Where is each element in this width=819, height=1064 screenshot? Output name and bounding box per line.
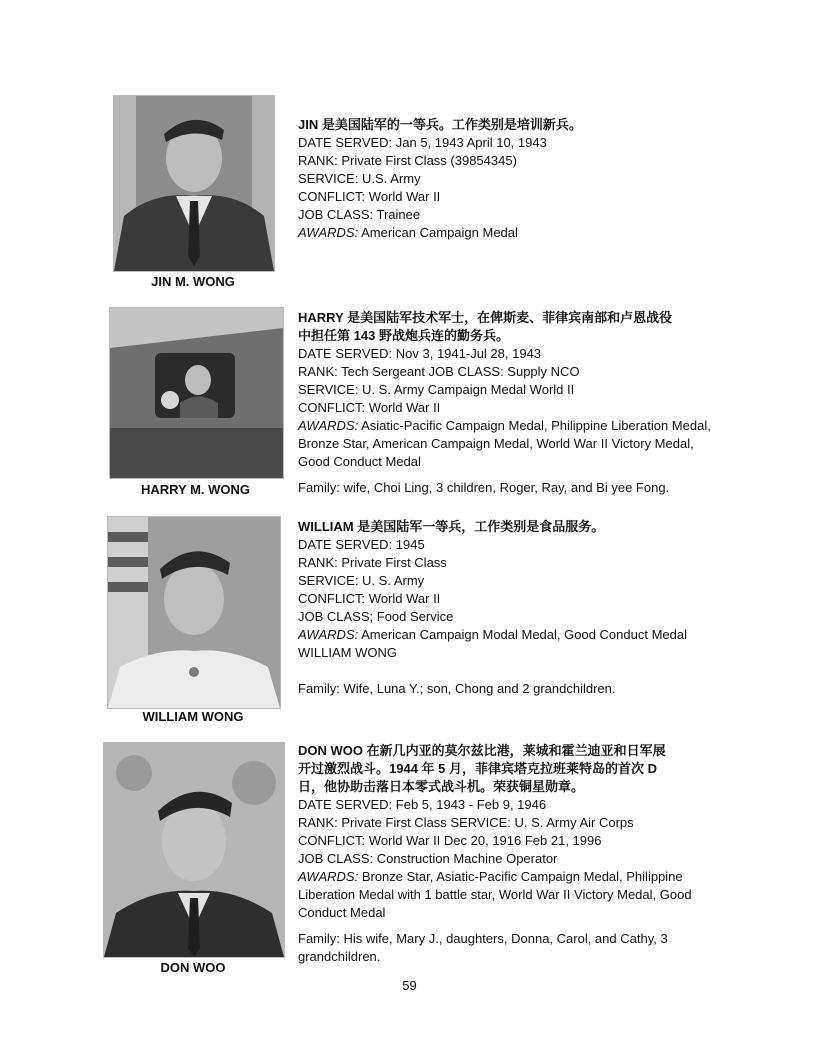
entry-chinese-summary: 是美国陆军的一等兵。工作类别是培训新兵。 [318,117,582,132]
entry-harry-wong [298,309,728,497]
entry-name: DON WOO [298,743,363,758]
photo-william-wong [107,516,281,709]
service: SERVICE: U.S. Army [298,171,421,186]
awards-text: American Campaign Medal [358,225,518,240]
entry-chinese-summary-2b: 1944 [389,761,418,776]
awards [298,868,728,922]
entry-chinese-summary: 是美国陆军一等兵，工作类别是食品服务。 [353,519,605,534]
caption-william-wong: WILLIAM WONG [142,709,244,724]
conflict: CONFLICT: World War II [298,591,441,606]
photo-harry-wong [109,307,284,479]
entry-jin-wong [298,116,728,242]
job-class: JOB CLASS; Food Service [298,609,454,624]
entry-chinese-summary-1: 在新几内亚的莫尔兹比港，莱城和霍兰迪亚和日军展 [363,743,666,758]
awards [298,224,728,242]
entry-chinese-summary-2f: D [647,761,658,776]
spacer [298,662,728,680]
name-line: WILLIAM WONG [298,645,397,660]
entry-chinese-summary-1: 是美国陆军技术军士，在俾斯麦、菲律宾南部和卢恩战役 [343,310,673,325]
caption-harry-wong: HARRY M. WONG [140,482,251,497]
entry-chinese-summary-2e: 月，菲律宾塔克拉班莱特岛的首次 [445,761,648,776]
photo-jin-wong [113,95,275,272]
entry-heading [298,116,728,134]
awards [298,417,728,471]
family: Family: wife, Choi Ling, 3 children, Roger, Ray, and Bi yee Fong. [298,480,670,495]
awards-label: AWARDS: [298,627,359,642]
entry-heading-cont-2: 日，他协助击落日本零式战斗机。荣获铜星勋章。 [298,779,585,794]
entry-chinese-summary-2c: 年 [417,761,439,776]
date-served: DATE SERVED: Feb 5, 1943 - Feb 9, 1946 [298,797,547,812]
entry-heading [298,309,728,327]
page-number: 59 [402,978,417,993]
entry-heading-cont [298,760,728,778]
entry-chinese-summary-2c: 野战炮兵连的勤务兵。 [375,328,509,343]
awards-label: AWARDS: [298,418,359,433]
entry-chinese-summary-2a: 中担任第 [298,328,354,343]
entry-chinese-summary-2a: 开过激烈战斗。 [298,761,390,776]
caption-jin-wong: JIN M. WONG [151,274,235,289]
date-served: DATE SERVED: Nov 3, 1941-Jul 28, 1943 [298,346,542,361]
awards [298,626,728,644]
entry-william-wong [298,518,728,698]
rank: RANK: Private First Class [298,555,447,570]
family: Family: Wife, Luna Y.; son, Chong and 2 grandchildren. [298,681,616,696]
awards-label: AWARDS: [298,869,359,884]
entry-name: JIN [298,117,319,132]
service: SERVICE: U. S. Army Campaign Medal World II [298,382,575,397]
photo-don-woo [103,742,285,958]
conflict: CONFLICT: World War II Dec 20, 1916 Feb 21, 1996 [298,833,602,848]
rank: RANK: Tech Sergeant JOB CLASS: Supply NCO [298,364,580,379]
rank: RANK: Private First Class (39854345) [298,153,517,168]
family: Family: His wife, Mary J., daughters, Donna, Carol, and Cathy, 3 grandchildren. [298,931,668,964]
date-served: DATE SERVED: Jan 5, 1943 April 10, 1943 [298,135,547,150]
rank: RANK: Private First Class SERVICE: U. S. Army Air Corps [298,815,634,830]
awards-text: American Campaign Modal Medal, Good Conduct Medal [358,627,687,642]
entry-heading-cont [298,327,728,345]
entry-chinese-summary-2d: 5 [438,761,446,776]
date-served: DATE SERVED: 1945 [298,537,425,552]
service: SERVICE: U. S. Army [298,573,425,588]
conflict: CONFLICT: World War II [298,189,441,204]
entry-heading [298,742,728,760]
job-class: JOB CLASS: Construction Machine Operator [298,851,558,866]
awards-text: Bronze Star, Asiatic-Pacific Campaign Medal, Philippine Liberation Medal with 1 battle star, World War II Victory Medal, Good Conduct Medal [298,869,692,920]
entry-name: WILLIAM [298,519,354,534]
entry-don-woo [298,742,728,966]
awards-label: AWARDS: [298,225,359,240]
entry-name: HARRY [298,310,344,325]
entry-chinese-summary-2b: 143 [353,328,376,343]
job-class: JOB CLASS: Trainee [298,207,421,222]
entry-heading [298,518,728,536]
caption-don-woo: DON WOO [160,960,226,975]
awards-text: Asiatic-Pacific Campaign Medal, Philippine Liberation Medal, Bronze Star, American Campaign Medal, World War II Victory Medal, Good Conduct Medal [298,418,711,469]
conflict: CONFLICT: World War II [298,400,441,415]
